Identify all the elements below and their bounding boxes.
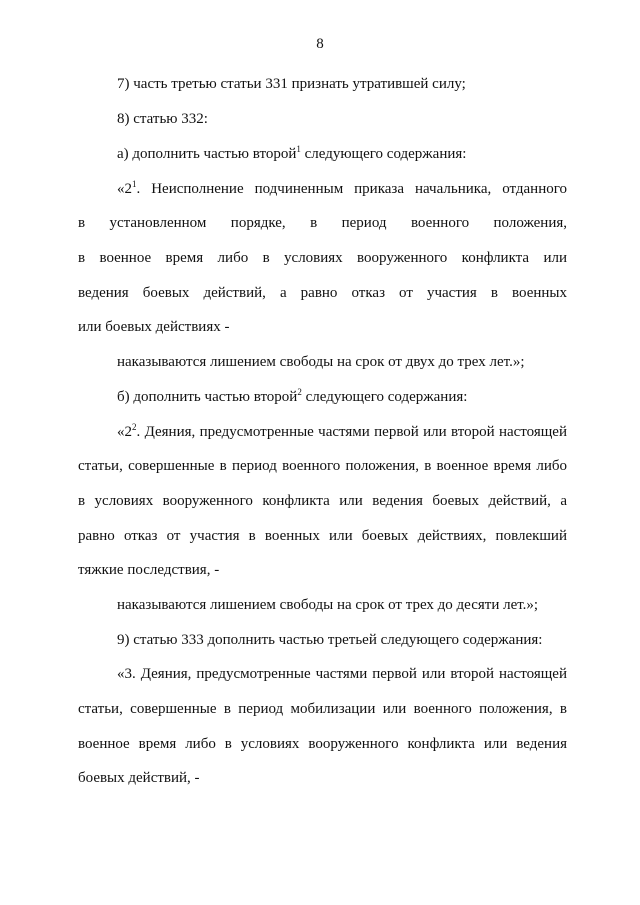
quote-2-2-line-1	[117, 423, 567, 441]
quote-2-2-line-3: в условиях вооруженного конфликта или ведения боевых действий, а	[78, 493, 567, 509]
superscript: 1	[296, 144, 301, 154]
quote-2-1-line-1	[117, 180, 567, 198]
quote-2-2-line-4: равно отказ от участия в военных или боевых действиях, повлекший	[78, 528, 567, 544]
quote-3-line-1: «3. Деяния, предусмотренные частями первой или второй настоящей	[117, 666, 567, 682]
text-segment: . Деяния, предусмотренные частями первой или второй настоящей	[136, 424, 567, 440]
quote-2-1-line-4: ведения боевых действий, а равно отказ от участия в военных	[78, 285, 567, 301]
sanction-line-2: наказываются лишением свободы на срок от трех до десяти лет.»;	[117, 597, 539, 613]
item-8-line: 8) статью 332:	[117, 111, 208, 127]
text-segment: следующего содержания:	[300, 146, 467, 162]
superscript: 1	[132, 179, 137, 189]
quote-3-line-2: статьи, совершенные в период мобилизации или военного положения, в	[78, 701, 567, 717]
quote-2-1-line-3: в военное время либо в условиях вооруженного конфликта или	[78, 250, 567, 266]
sanction-line-1: наказываются лишением свободы на срок от двух до трех лет.»;	[117, 354, 525, 370]
text-segment: следующего содержания:	[301, 389, 468, 405]
text-segment: «2	[117, 424, 132, 440]
quote-2-1-line-5: или боевых действиях -	[78, 319, 230, 335]
quote-2-1-line-2: в установленном порядке, в период военного положения,	[78, 215, 567, 231]
subitem-b-line	[117, 388, 467, 406]
quote-2-2-line-2: статьи, совершенные в период военного положения, в военное время либо	[78, 458, 567, 474]
text-segment: «2	[117, 181, 132, 197]
quote-3-line-4: боевых действий, -	[78, 770, 200, 786]
item-9-line: 9) статью 333 дополнить частью третьей следующего содержания:	[117, 632, 543, 648]
text-segment: . Неисполнение подчиненным приказа начальника, отданного	[136, 181, 567, 197]
text-segment: а) дополнить частью второй	[117, 146, 297, 162]
page-number: 8	[316, 36, 324, 52]
item-7-line: 7) часть третью статьи 331 признать утратившей силу;	[117, 76, 466, 92]
text-segment: б) дополнить частью второй	[117, 389, 298, 405]
superscript: 2	[297, 387, 302, 397]
subitem-a-line	[117, 145, 466, 163]
quote-2-2-line-5: тяжкие последствия, -	[78, 562, 220, 578]
superscript: 2	[132, 422, 137, 432]
quote-3-line-3: военное время либо в условиях вооруженного конфликта или ведения	[78, 736, 567, 752]
